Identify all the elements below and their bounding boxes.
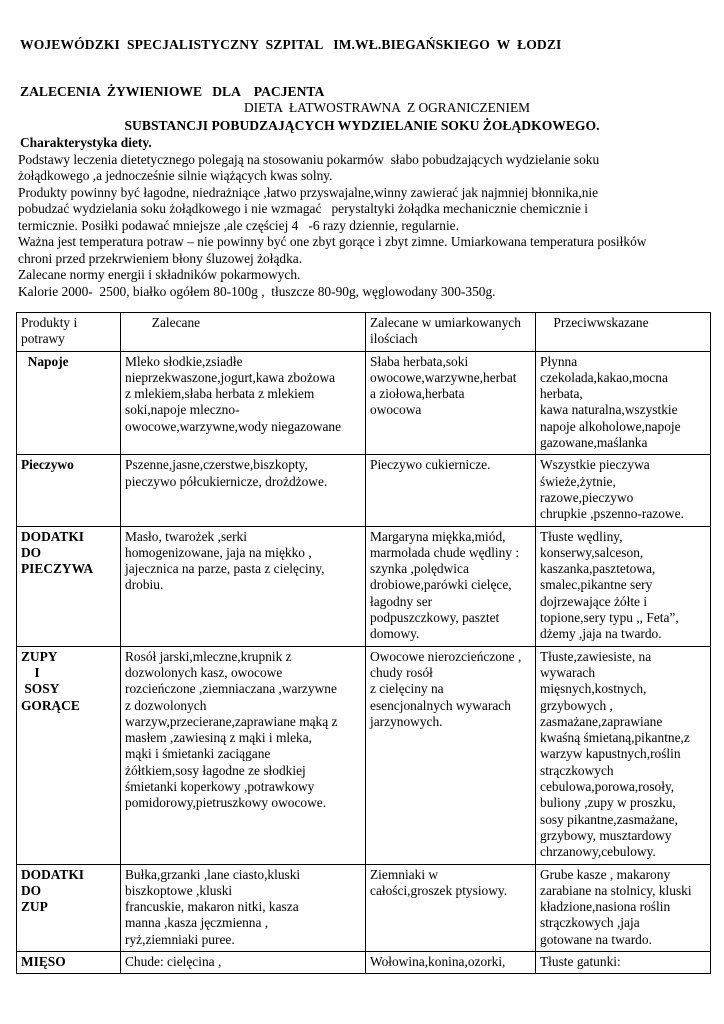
diet-table xyxy=(16,312,711,974)
moderate-cell: Margaryna miękka,miód, marmolada chude wędliny : szynka ,polędwica drobiowe,parówki cielęce, łagodny ser podpuszczkowy, pasztet domowy. xyxy=(366,526,536,646)
recommended-cell: Rosół jarski,mleczne,krupnik z dozwolonych kasz, owocowe rozcieńczone ,ziemniaczana ,warzywne z dozwolonych warzyw,przecierane,zaprawiane mąką z masłem ,zawiesiną z mąki i mleka, mąki i śmietanki zaciągane żółtkiem,sosy łagodne ze słodkiej śmietanki koperkowy ,potrawkowy pomidorowy,pietruszkowy owocowe. xyxy=(121,646,366,864)
table-header-row xyxy=(17,313,711,352)
contraindicated-cell: Tłuste,zawiesiste, na wywarach mięsnych,kostnych, grzybowych , zasmażane,zaprawiane kwaśną śmietaną,pikantne,z warzyw kapustnych,roślin strączkowych cebulowa,porowa,rosoły, buliony ,zupy w proszku, sosy pikantne,zasmażane, grzybowy, musztardowy chrzanowy,cebulowy. xyxy=(536,646,711,864)
intro-line: Ważna jest temperatura potraw – nie powinny być one zbyt gorące i zbyt zimne. Umiarkowana temperatura posiłków xyxy=(18,234,647,249)
contraindicated-cell: Płynna czekolada,kakao,mocna herbata, kawa naturalna,wszystkie napoje alkoholowe,napoje gazowane,maślanka xyxy=(536,351,711,455)
header-products: Produkty i potrawy xyxy=(17,313,121,352)
intro-line: Podstawy leczenia dietetycznego polegają na stosowaniu pokarmów słabo pobudzających wydzielanie soku xyxy=(18,151,600,167)
recommended-cell: Bułka,grzanki ,lane ciasto,kluski biszkoptowe ,kluski francuskie, makaron nitki, kasza manna ,kasza jęczmienna , ryż,ziemniaki puree. xyxy=(121,864,366,951)
contraindicated-cell: Wszystkie pieczywa świeże,żytnie, razowe,pieczywo chrupkie ,pszenno-razowe. xyxy=(536,455,711,526)
intro-line: Produkty powinny być łagodne, niedrażniące ,łatwo przyswajalne,winny zawierać jak najmniej błonnika,nie xyxy=(18,184,599,200)
intro-line: termicznie. Posiłki podawać mniejsze ,ale częściej 4 -6 razy dziennie, regularnie. xyxy=(18,217,459,233)
recommended-cell: Mleko słodkie,zsiadłe nieprzekwaszone,jogurt,kawa zbożowa z mlekiem,słaba herbata z mlekiem soki,napoje mleczno- owocowe,warzywne,wody niegazowane xyxy=(121,351,366,455)
header-recommended: Zalecane xyxy=(121,313,366,352)
table-row xyxy=(17,526,711,646)
contraindicated-cell: Tłuste gatunki: xyxy=(536,951,711,973)
header-moderate: Zalecane w umiarkowanych ilościach xyxy=(366,313,536,352)
header-contraindicated: Przeciwwskazane xyxy=(536,313,711,352)
table-row xyxy=(17,351,711,455)
product-cell: DODATKI DO ZUP xyxy=(17,864,121,951)
recommended-cell: Masło, twarożek ,serki homogenizowane, jaja na miękko , jajecznica na parze, pasta z cielęciny, drobiu. xyxy=(121,526,366,646)
characteristics-heading: Charakterystyka diety. xyxy=(20,135,152,150)
table-row xyxy=(17,864,711,951)
moderate-cell: Pieczywo cukiernicze. xyxy=(366,455,536,526)
table-row xyxy=(17,646,711,864)
table-row xyxy=(17,951,711,973)
diet-characteristics xyxy=(18,135,718,300)
diet-name: DIETA ŁATWOSTRAWNA Z OGRANICZENIEM xyxy=(243,100,531,115)
intro-line: żołądkowego ,a jednocześnie silnie wiążących kwas solny. xyxy=(18,168,333,183)
moderate-cell: Owocowe nierozcieńczone , chudy rosół z cielęciny na esencjonalnych wywarach jarzynowych. xyxy=(366,646,536,864)
recommended-cell: Pszenne,jasne,czerstwe,biszkopty, pieczywo półcukiernicze, drożdżowe. xyxy=(121,455,366,526)
moderate-cell: Słaba herbata,soki owocowe,warzywne,herbat a ziołowa,herbata owocowa xyxy=(366,351,536,455)
moderate-cell: Wołowina,konina,ozorki, xyxy=(366,951,536,973)
product-cell: ZUPY I SOSY GORĄCE xyxy=(17,646,121,864)
contraindicated-cell: Grube kasze , makarony zarabiane na stolnicy, kluski kładzione,nasiona roślin strączkowych ,jaja gotowane na twardo. xyxy=(536,864,711,951)
moderate-cell: Ziemniaki w całości,groszek ptysiowy. xyxy=(366,864,536,951)
document-title: ZALECENIA ŻYWIENIOWE DLA PACJENTA xyxy=(20,84,325,99)
intro-line: chroni przed przekrwieniem błony śluzowej żołądka. xyxy=(18,250,303,266)
recommended-cell: Chude: cielęcina , xyxy=(121,951,366,973)
product-cell: Pieczywo xyxy=(17,455,121,526)
intro-line: pobudzać wydzielania soku żołądkowego i nie wzmagać perystaltyki żołądka mechanicznie chemicznie i xyxy=(18,201,588,216)
hospital-name: WOJEWÓDZKI SPECJALISTYCZNY SZPITAL IM.WŁ.BIEGAŃSKIEGO W ŁODZI xyxy=(20,37,562,52)
diet-subtitle: SUBSTANCJI POBUDZAJĄCYCH WYDZIELANIE SOKU ŻOŁĄDKOWEGO. xyxy=(124,118,600,133)
product-cell: DODATKI DO PIECZYWA xyxy=(17,526,121,646)
product-cell: Napoje xyxy=(17,351,121,455)
table-row xyxy=(17,455,711,526)
intro-line: Kalorie 2000- 2500, białko ogółem 80-100g , tłuszcze 80-90g, węglowodany 300-350g. xyxy=(18,283,496,299)
intro-line: Zalecane normy energii i składników pokarmowych. xyxy=(18,267,301,282)
contraindicated-cell: Tłuste wędliny, konserwy,salceson, kaszanka,pasztetowa, smalec,pikantne sery dojrzewające żółte i topione,sery typu ,, Feta”, dżemy ,jaja na twardo. xyxy=(536,526,711,646)
product-cell: MIĘSO xyxy=(17,951,121,973)
